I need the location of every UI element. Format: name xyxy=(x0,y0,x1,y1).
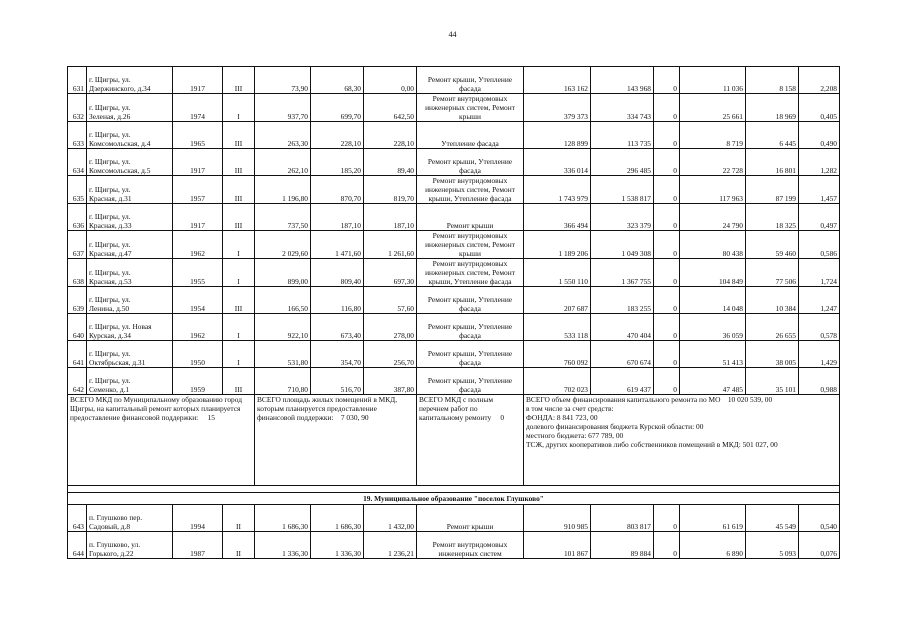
table-row xyxy=(68,176,840,204)
summary-regional: долевого финансирования бюджета Курской области: 00 xyxy=(526,422,704,431)
row-cost-owners: 18 969 xyxy=(746,94,799,122)
row-cost-fund: 183 255 xyxy=(591,287,654,314)
row-work-type: Ремонт крыши, Утепление фасада xyxy=(417,287,524,314)
gap-cell xyxy=(68,486,840,493)
row-address: г. Щигры, ул. Красная, д.53 xyxy=(87,259,173,287)
row-address: г. Щигры, ул. Зеленая, д.26 xyxy=(87,94,173,122)
row-living-area: 68,30 xyxy=(311,67,364,94)
row-total-area: 1 196,80 xyxy=(255,176,311,204)
row-cost-fund: 619 437 xyxy=(591,368,654,395)
row-cost-region: 0 xyxy=(654,94,680,122)
row-total-area: 937,70 xyxy=(255,94,311,122)
row-address: г. Щигры, ул. Красная, д.33 xyxy=(87,204,173,231)
row-address: г. Щигры, ул. Красная, д.47 xyxy=(87,231,173,259)
row-cost-owners: 16 801 xyxy=(746,149,799,176)
row-living-area: 116,80 xyxy=(311,287,364,314)
row-ratio: 0,497 xyxy=(799,204,840,231)
row-cost-fund: 1 049 308 xyxy=(591,231,654,259)
row-cost-owners: 10 384 xyxy=(746,287,799,314)
row-living-area: 1 471,60 xyxy=(311,231,364,259)
row-total-area: 166,50 xyxy=(255,287,311,314)
section-header-row xyxy=(68,493,840,505)
row-private-area: 642,50 xyxy=(364,94,417,122)
row-total-area: 531,80 xyxy=(255,341,311,368)
row-living-area: 1 686,30 xyxy=(311,505,364,532)
summary-including: в том числе за счет средств: xyxy=(526,404,614,413)
row-class: III xyxy=(223,67,255,94)
row-class: III xyxy=(223,176,255,204)
row-ratio: 0,405 xyxy=(799,94,840,122)
row-total-area: 922,10 xyxy=(255,314,311,341)
row-cost-local: 6 890 xyxy=(680,532,746,559)
summary-finance-cell xyxy=(524,395,840,486)
row-cost-owners: 5 093 xyxy=(746,532,799,559)
row-living-area: 354,70 xyxy=(311,341,364,368)
row-cost-fund: 296 485 xyxy=(591,149,654,176)
row-work-type: Ремонт крыши xyxy=(417,505,524,532)
row-class: I xyxy=(223,314,255,341)
row-address: г. Щигры, ул. Ленина, д.50 xyxy=(87,287,173,314)
table-row xyxy=(68,149,840,176)
row-number: 632 xyxy=(68,94,87,122)
row-year: 1917 xyxy=(173,149,223,176)
row-cost-local: 22 728 xyxy=(680,149,746,176)
row-cost-local: 61 619 xyxy=(680,505,746,532)
summary-full-value: 0 xyxy=(500,413,505,422)
summary-full-label: ВСЕГО МКД с полным перечнем работ по капитальному ремонту xyxy=(419,395,494,422)
row-cost-region: 0 xyxy=(654,259,680,287)
row-ratio: 1,247 xyxy=(799,287,840,314)
row-private-area: 278,00 xyxy=(364,314,417,341)
row-number: 640 xyxy=(68,314,87,341)
row-work-type: Ремонт внутридомовых инженерных систем, Ремонт крыши, Утепление фасада xyxy=(417,176,524,204)
row-class: II xyxy=(223,532,255,559)
page-number: 44 xyxy=(448,30,457,39)
row-cost-owners: 35 101 xyxy=(746,368,799,395)
row-cost-fund: 1 538 817 xyxy=(591,176,654,204)
row-year: 1957 xyxy=(173,176,223,204)
row-private-area: 819,70 xyxy=(364,176,417,204)
summary-fund: ФОНДА: 8 841 723, 00 xyxy=(526,413,598,422)
summary-count-cell xyxy=(68,395,255,486)
row-cost-fund: 89 884 xyxy=(591,532,654,559)
summary-count-label: ВСЕГО МКД по Муниципальному образованию город Щигры, на капитальный ремонт которых планируется предоставление финансовой поддержки: xyxy=(70,395,242,422)
row-year: 1955 xyxy=(173,259,223,287)
row-cost-total: 207 687 xyxy=(524,287,591,314)
table-body xyxy=(68,67,840,559)
row-cost-fund: 803 817 xyxy=(591,505,654,532)
row-number: 641 xyxy=(68,341,87,368)
row-ratio: 0,988 xyxy=(799,368,840,395)
row-private-area: 1 236,21 xyxy=(364,532,417,559)
row-cost-fund: 670 674 xyxy=(591,341,654,368)
row-year: 1959 xyxy=(173,368,223,395)
row-cost-owners: 6 445 xyxy=(746,122,799,149)
table-row xyxy=(68,287,840,314)
row-cost-total: 379 373 xyxy=(524,94,591,122)
row-number: 635 xyxy=(68,176,87,204)
row-cost-region: 0 xyxy=(654,314,680,341)
row-cost-local: 14 048 xyxy=(680,287,746,314)
row-number: 636 xyxy=(68,204,87,231)
row-cost-total: 336 014 xyxy=(524,149,591,176)
row-class: I xyxy=(223,259,255,287)
row-living-area: 870,70 xyxy=(311,176,364,204)
row-work-type: Ремонт внутридомовых инженерных систем, Ремонт крыши xyxy=(417,231,524,259)
row-total-area: 1 686,30 xyxy=(255,505,311,532)
row-ratio: 0,578 xyxy=(799,314,840,341)
row-work-type: Ремонт крыши, Утепление фасада xyxy=(417,149,524,176)
row-total-area: 73,90 xyxy=(255,67,311,94)
row-cost-fund: 334 743 xyxy=(591,94,654,122)
row-year: 1954 xyxy=(173,287,223,314)
row-private-area: 256,70 xyxy=(364,341,417,368)
row-cost-owners: 87 199 xyxy=(746,176,799,204)
row-cost-local: 11 036 xyxy=(680,67,746,94)
row-living-area: 185,20 xyxy=(311,149,364,176)
summary-owners: ТСЖ, других кооперативов либо собственников помещений в МКД: 501 027, 00 xyxy=(526,440,778,449)
row-cost-local: 104 849 xyxy=(680,259,746,287)
row-number: 637 xyxy=(68,231,87,259)
table-row xyxy=(68,505,840,532)
row-number: 644 xyxy=(68,532,87,559)
row-cost-total: 702 023 xyxy=(524,368,591,395)
row-year: 1950 xyxy=(173,341,223,368)
row-ratio: 2,208 xyxy=(799,67,840,94)
row-cost-region: 0 xyxy=(654,287,680,314)
row-cost-owners: 59 460 xyxy=(746,231,799,259)
row-living-area: 187,10 xyxy=(311,204,364,231)
row-living-area: 1 336,30 xyxy=(311,532,364,559)
row-number: 631 xyxy=(68,67,87,94)
row-year: 1965 xyxy=(173,122,223,149)
row-private-area: 187,10 xyxy=(364,204,417,231)
summary-area-cell xyxy=(255,395,417,486)
row-address: г. Щигры, ул. Семенко, д.1 xyxy=(87,368,173,395)
row-number: 634 xyxy=(68,149,87,176)
row-ratio: 0,490 xyxy=(799,122,840,149)
row-cost-region: 0 xyxy=(654,122,680,149)
row-private-area: 228,10 xyxy=(364,122,417,149)
row-address: г. Щигры, ул. Дзержинского, д.34 xyxy=(87,67,173,94)
section-title: 19. Муниципальное образование "поселок Глушково" xyxy=(68,493,840,505)
row-work-type: Ремонт внутридомовых инженерных систем, Ремонт крыши, Утепление фасада xyxy=(417,259,524,287)
row-cost-total: 101 867 xyxy=(524,532,591,559)
row-cost-region: 0 xyxy=(654,67,680,94)
row-total-area: 710,80 xyxy=(255,368,311,395)
row-cost-total: 533 118 xyxy=(524,314,591,341)
row-number: 642 xyxy=(68,368,87,395)
table-row xyxy=(68,204,840,231)
row-cost-fund: 470 404 xyxy=(591,314,654,341)
row-class: I xyxy=(223,94,255,122)
row-cost-owners: 18 325 xyxy=(746,204,799,231)
row-work-type: Ремонт крыши, Утепление фасада xyxy=(417,67,524,94)
row-cost-region: 0 xyxy=(654,368,680,395)
row-cost-region: 0 xyxy=(654,204,680,231)
row-living-area: 809,40 xyxy=(311,259,364,287)
row-address: г. Щигры, ул. Октябрьская, д.31 xyxy=(87,341,173,368)
row-total-area: 737,50 xyxy=(255,204,311,231)
summary-full-cell xyxy=(417,395,524,486)
row-work-type: Ремонт крыши xyxy=(417,204,524,231)
row-cost-local: 8 719 xyxy=(680,122,746,149)
row-cost-owners: 26 655 xyxy=(746,314,799,341)
row-ratio: 1,457 xyxy=(799,176,840,204)
row-class: III xyxy=(223,149,255,176)
row-cost-region: 0 xyxy=(654,176,680,204)
table-row xyxy=(68,341,840,368)
row-living-area: 228,10 xyxy=(311,122,364,149)
gap-row xyxy=(68,486,840,493)
row-ratio: 0,076 xyxy=(799,532,840,559)
row-number: 643 xyxy=(68,505,87,532)
row-number: 639 xyxy=(68,287,87,314)
summary-finance-value: 10 020 539, 00 xyxy=(727,395,773,404)
row-total-area: 1 336,30 xyxy=(255,532,311,559)
summary-row xyxy=(68,395,840,486)
row-living-area: 516,70 xyxy=(311,368,364,395)
row-cost-total: 910 985 xyxy=(524,505,591,532)
row-address: п. Глушково пер. Садовый, д.8 xyxy=(87,505,173,532)
row-total-area: 2 029,60 xyxy=(255,231,311,259)
table-row xyxy=(68,94,840,122)
row-cost-total: 1 743 979 xyxy=(524,176,591,204)
row-private-area: 1 432,00 xyxy=(364,505,417,532)
row-year: 1962 xyxy=(173,231,223,259)
table-row xyxy=(68,259,840,287)
row-cost-local: 51 413 xyxy=(680,341,746,368)
row-private-area: 57,60 xyxy=(364,287,417,314)
row-cost-local: 47 485 xyxy=(680,368,746,395)
row-number: 638 xyxy=(68,259,87,287)
row-work-type: Утепление фасада xyxy=(417,122,524,149)
row-year: 1917 xyxy=(173,67,223,94)
row-cost-total: 760 092 xyxy=(524,341,591,368)
row-private-area: 697,30 xyxy=(364,259,417,287)
row-cost-fund: 113 735 xyxy=(591,122,654,149)
row-cost-local: 24 790 xyxy=(680,204,746,231)
row-year: 1974 xyxy=(173,94,223,122)
row-cost-total: 366 494 xyxy=(524,204,591,231)
row-address: г. Щигры, ул. Новая Курская, д.34 xyxy=(87,314,173,341)
row-total-area: 262,10 xyxy=(255,149,311,176)
row-cost-fund: 143 968 xyxy=(591,67,654,94)
summary-local: местного бюджета: 677 789, 00 xyxy=(526,431,624,440)
table-row xyxy=(68,122,840,149)
row-year: 1994 xyxy=(173,505,223,532)
row-cost-local: 25 661 xyxy=(680,94,746,122)
row-ratio: 0,540 xyxy=(799,505,840,532)
row-total-area: 899,00 xyxy=(255,259,311,287)
table-row xyxy=(68,532,840,559)
row-year: 1917 xyxy=(173,204,223,231)
row-work-type: Ремонт внутридомовых инженерных систем, Ремонт крыши xyxy=(417,94,524,122)
table-row xyxy=(68,67,840,94)
row-class: II xyxy=(223,505,255,532)
row-private-area: 0,00 xyxy=(364,67,417,94)
row-class: III xyxy=(223,368,255,395)
row-address: г. Щигры, ул. Комсомольская, д.5 xyxy=(87,149,173,176)
row-cost-local: 80 438 xyxy=(680,231,746,259)
row-private-area: 89,40 xyxy=(364,149,417,176)
row-cost-local: 117 963 xyxy=(680,176,746,204)
summary-count-value: 15 xyxy=(207,413,215,422)
row-class: III xyxy=(223,204,255,231)
row-cost-owners: 38 005 xyxy=(746,341,799,368)
table-row xyxy=(68,368,840,395)
row-cost-fund: 323 379 xyxy=(591,204,654,231)
row-class: I xyxy=(223,231,255,259)
repair-program-table xyxy=(67,66,840,559)
row-number: 633 xyxy=(68,122,87,149)
row-cost-region: 0 xyxy=(654,532,680,559)
row-ratio: 1,724 xyxy=(799,259,840,287)
row-private-area: 387,80 xyxy=(364,368,417,395)
row-class: I xyxy=(223,341,255,368)
row-cost-region: 0 xyxy=(654,231,680,259)
row-cost-total: 1 189 206 xyxy=(524,231,591,259)
row-work-type: Ремонт крыши, Утепление фасада xyxy=(417,368,524,395)
row-address: п. Глушково, ул. Горького, д.22 xyxy=(87,532,173,559)
summary-finance-label: ВСЕГО объем финансирования капитального ремонта по МО xyxy=(526,395,721,404)
summary-area-label: ВСЕГО площадь жилых помещений в МКД, которым планируется предоставление финансовой поддержки: xyxy=(257,395,398,422)
row-cost-fund: 1 367 755 xyxy=(591,259,654,287)
row-class: III xyxy=(223,122,255,149)
row-cost-owners: 77 506 xyxy=(746,259,799,287)
row-class: III xyxy=(223,287,255,314)
row-address: г. Щигры, ул. Красная, д.31 xyxy=(87,176,173,204)
row-address: г. Щигры, ул. Комсомольская, д.4 xyxy=(87,122,173,149)
row-cost-region: 0 xyxy=(654,505,680,532)
table-row xyxy=(68,231,840,259)
row-work-type: Ремонт внутридомовых инженерных систем xyxy=(417,532,524,559)
row-work-type: Ремонт крыши, Утепление фасада xyxy=(417,314,524,341)
row-cost-total: 163 162 xyxy=(524,67,591,94)
row-cost-local: 36 059 xyxy=(680,314,746,341)
row-year: 1987 xyxy=(173,532,223,559)
row-ratio: 1,429 xyxy=(799,341,840,368)
row-living-area: 699,70 xyxy=(311,94,364,122)
row-cost-total: 1 550 110 xyxy=(524,259,591,287)
row-work-type: Ремонт крыши, Утепление фасада xyxy=(417,341,524,368)
row-private-area: 1 261,60 xyxy=(364,231,417,259)
row-cost-total: 128 899 xyxy=(524,122,591,149)
row-year: 1962 xyxy=(173,314,223,341)
table-row xyxy=(68,314,840,341)
row-cost-region: 0 xyxy=(654,149,680,176)
row-ratio: 0,586 xyxy=(799,231,840,259)
row-cost-owners: 8 158 xyxy=(746,67,799,94)
row-ratio: 1,282 xyxy=(799,149,840,176)
row-total-area: 263,30 xyxy=(255,122,311,149)
row-cost-region: 0 xyxy=(654,341,680,368)
row-cost-owners: 45 549 xyxy=(746,505,799,532)
row-living-area: 673,40 xyxy=(311,314,364,341)
summary-area-value: 7 030, 90 xyxy=(340,413,369,422)
